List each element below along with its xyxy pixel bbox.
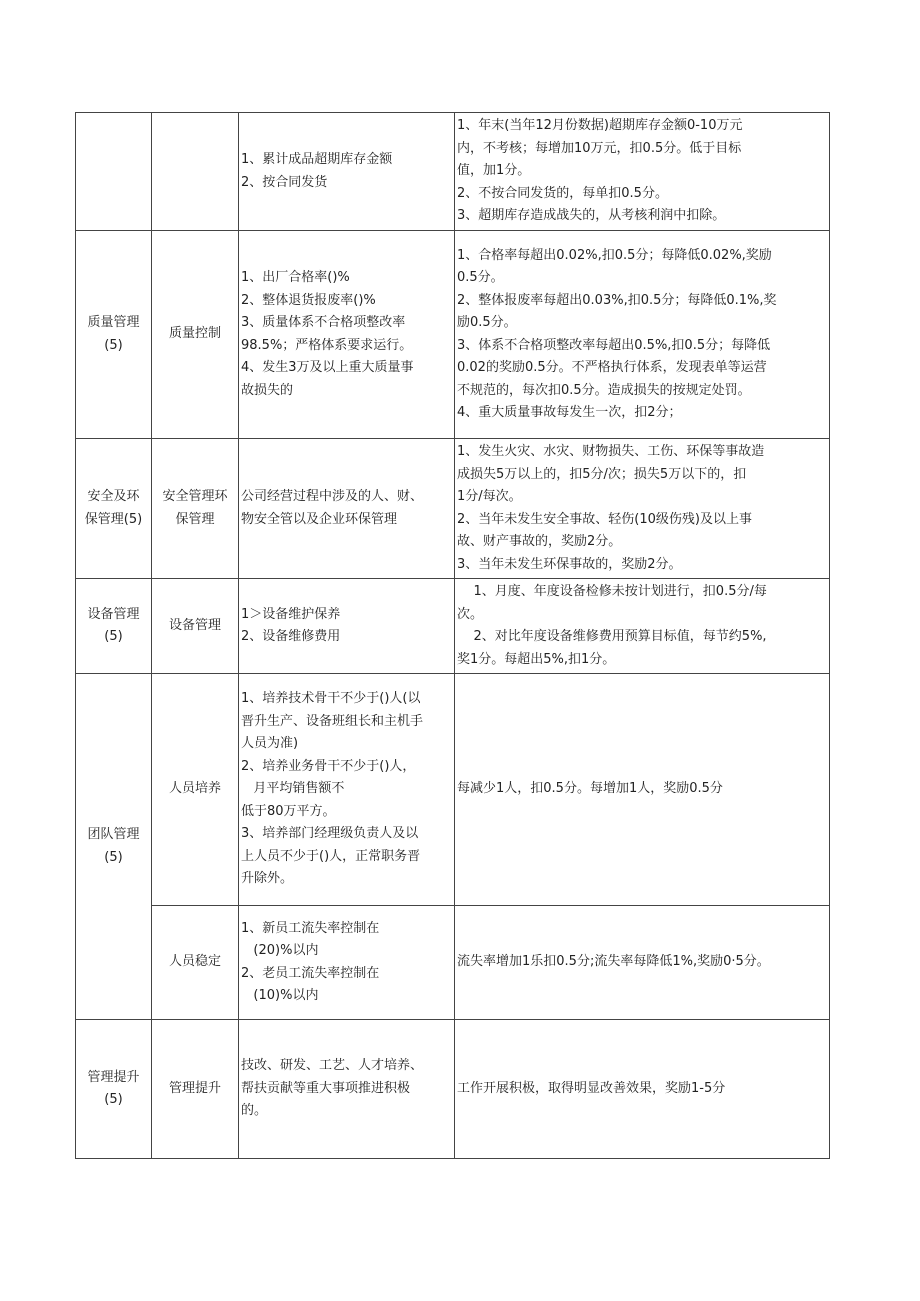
criteria-line: 故损失的 [241, 382, 294, 398]
rule-line: 内，不考核；每增加10万元，扣0.5分。低于目标 [457, 140, 742, 156]
criteria-line: 上人员不少于()人，正常职务晋 [241, 848, 421, 864]
subcategory-cell [152, 906, 239, 1020]
criteria-cell [239, 113, 455, 231]
category-label: 质量管理 [87, 315, 140, 330]
table-row [76, 1020, 830, 1159]
criteria-line: 4、发生3万及以上重大质量事 [241, 360, 414, 375]
criteria-line: 技改、研发、工艺、人才培养、 [241, 1058, 424, 1074]
criteria-line: 1、出厂合格率()% [241, 270, 350, 285]
category-label: 管理提升 [87, 1069, 140, 1085]
category-label: 设备管理 [87, 606, 140, 622]
criteria-line: 低于80万平方。 [241, 803, 336, 819]
table-row [76, 579, 830, 674]
criteria-line: 2、培养业务骨干不少于()人， [241, 758, 416, 774]
criteria-line: 2、老员工流失率控制在 [241, 965, 380, 981]
criteria-line: 物安全管以及企业环保管理 [241, 511, 398, 527]
rule-line: 3、体系不合格项整改率每超出0.5%,扣0.5分；每降低 [457, 337, 771, 353]
subcategory-label: 人员稳定 [168, 954, 221, 970]
criteria-cell [239, 674, 455, 906]
rule-line: 不规范的，每次扣0.5分。造成损失的按规定处罚。 [457, 382, 751, 398]
category-weight: (5) [104, 1092, 123, 1107]
criteria-line: 2、按合同发货 [241, 174, 328, 190]
subcategory-label: 保管理 [175, 511, 215, 527]
category-cell [76, 674, 152, 1020]
rule-line: 次。 [457, 606, 484, 622]
subcategory-label: 质量控制 [168, 326, 221, 342]
category-label: 安全及环 [87, 489, 140, 504]
category-cell [76, 1020, 152, 1159]
subcategory-cell [152, 113, 239, 231]
subcategory-cell [152, 674, 239, 906]
category-label: 团队管理 [87, 827, 140, 842]
category-cell [76, 439, 152, 579]
criteria-line: 帮扶贡献等重大事项推进积极 [241, 1080, 411, 1096]
rule-line: 1、合格率每超出0.02%,扣0.5分；每降低0.02%,奖励 [457, 247, 772, 263]
table-row [76, 231, 830, 439]
category-cell [76, 231, 152, 439]
rule-line: 2、整体报废率每超出0.03%,扣0.5分；每降低0.1%,奖 [457, 292, 777, 308]
table-row [76, 906, 830, 1020]
criteria-cell [239, 231, 455, 439]
criteria-line: 1、培养技术骨干不少于()人(以 [241, 691, 421, 707]
rule-line: 1、发生火灾、水灾、财物损失、工伤、环保等事故造 [457, 444, 765, 459]
rule-line: 奖1分。每超出5%,扣1分。 [457, 651, 616, 667]
scoring-rule-cell [455, 906, 830, 1020]
criteria-cell [239, 579, 455, 674]
rule-line: 励0.5分。 [457, 315, 517, 330]
rule-line: 1分/每次。 [457, 489, 522, 504]
rule-line: 流失率增加1乐扣0.5分;流失率每降低1%,奖励0·5分。 [457, 954, 770, 970]
criteria-line: (10)%以内 [241, 988, 319, 1003]
category-cell [76, 113, 152, 231]
scoring-rule-cell [455, 231, 830, 439]
subcategory-label: 安全管理环 [162, 489, 228, 504]
rule-line: 成损失5万以上的，扣5分/次；损失5万以下的，扣 [457, 466, 747, 482]
category-weight: (5) [104, 337, 123, 353]
criteria-line: 晋升生产、设备班组长和主机手 [241, 713, 424, 729]
criteria-line: 3、培养部门经理级负责人及以 [241, 826, 419, 842]
rule-line: 2、不按合同发货的，每单扣0.5分。 [457, 185, 668, 201]
scoring-rule-cell [455, 579, 830, 674]
category-weight: (5) [104, 849, 123, 865]
rule-line: 1、月度、年度设备检修未按计划进行，扣0.5分/每 [457, 584, 767, 599]
rule-line: 故、财产事故的，奖励2分。 [457, 534, 622, 549]
rule-line: 工作开展积极，取得明显改善效果，奖励1-5分 [457, 1080, 726, 1096]
table-row [76, 113, 830, 231]
category-weight: (5) [104, 629, 123, 644]
subcategory-cell [152, 439, 239, 579]
rule-line: 3、超期库存造成战失的，从考核利润中扣除。 [457, 208, 726, 224]
subcategory-cell [152, 1020, 239, 1159]
criteria-line: 人员为准) [241, 736, 299, 752]
scoring-rule-cell [455, 1020, 830, 1159]
criteria-line: 升除外。 [241, 871, 294, 887]
criteria-line: 月平均销售额不 [241, 781, 345, 797]
subcategory-label: 人员培养 [168, 781, 221, 797]
criteria-line: 98.5%；严格体系要求运行。 [241, 337, 413, 353]
assessment-table [75, 112, 830, 1159]
criteria-line: (20)%以内 [241, 943, 319, 958]
subcategory-label: 设备管理 [168, 617, 221, 633]
rule-line: 0.02的奖励0.5分。不严格执行体系，发现表单等运营 [457, 360, 767, 375]
rule-line: 每减少1人，扣0.5分。每增加1人，奖励0.5分 [457, 781, 723, 797]
criteria-line: 的。 [241, 1103, 268, 1119]
table-row [76, 439, 830, 579]
criteria-line: 公司经营过程中涉及的人、财、 [241, 489, 424, 504]
criteria-cell [239, 1020, 455, 1159]
rule-line: 2、当年未发生安全事故、轻伤(10级伤残)及以上事 [457, 511, 752, 527]
rule-line: 1、年末(当年12月份数据)超期库存金额0-10万元 [457, 118, 743, 134]
subcategory-label: 管理提升 [168, 1080, 221, 1096]
criteria-line: 2、整体退货报废率()% [241, 292, 376, 308]
criteria-cell [239, 906, 455, 1020]
category-cell [76, 579, 152, 674]
criteria-cell [239, 439, 455, 579]
rule-line: 4、重大质量事故每发生一次，扣2分； [457, 405, 682, 420]
rule-line: 0.5分。 [457, 270, 504, 285]
criteria-line: 1＞设备维护保养 [241, 606, 341, 622]
rule-line: 2、对比年度设备维修费用预算目标值，每节约5%, [457, 629, 767, 644]
scoring-rule-cell [455, 674, 830, 906]
table-row [76, 674, 830, 906]
criteria-line: 2、设备维修费用 [241, 629, 341, 644]
criteria-line: 1、累计成品超期库存金额 [241, 152, 393, 167]
scoring-rule-cell [455, 439, 830, 579]
subcategory-cell [152, 231, 239, 439]
rule-line: 值，加1分。 [457, 163, 531, 179]
category-weight: 保管理(5) [84, 511, 143, 527]
subcategory-cell [152, 579, 239, 674]
scoring-rule-cell [455, 113, 830, 231]
criteria-line: 3、质量体系不合格项整改率 [241, 315, 406, 330]
criteria-line: 1、新员工流失率控制在 [241, 920, 380, 936]
rule-line: 3、当年未发生环保事故的，奖励2分。 [457, 556, 682, 572]
